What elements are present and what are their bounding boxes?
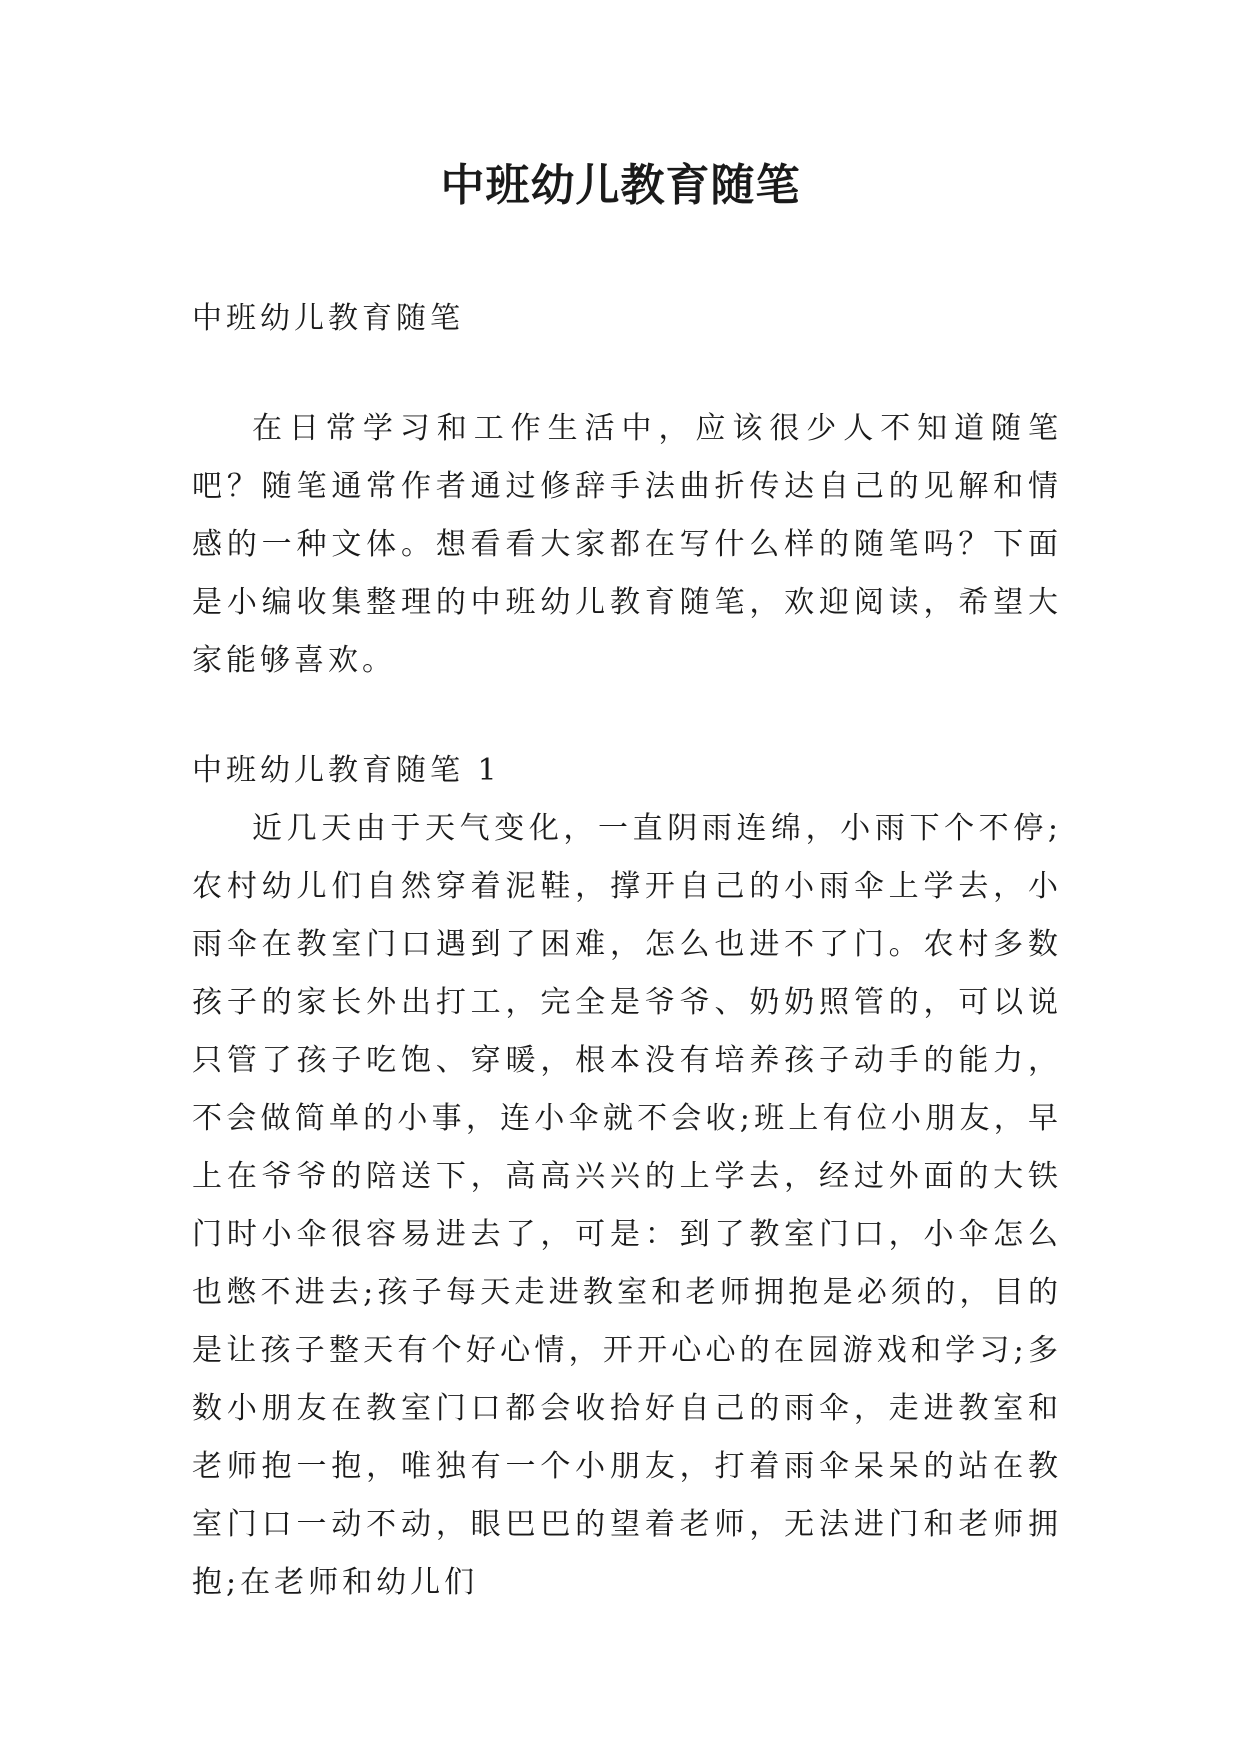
document-title: 中班幼儿教育随笔 [440,160,801,211]
document-body [192,290,1062,1612]
section-heading: 中班幼儿教育随笔 1 [192,753,501,788]
intro-paragraph: 在日常学习和工作生活中，应该很少人不知道随笔吧？随笔通常作者通过修辞手法曲折传达自己的见解和情感的一种文体。想看看大家都在写什么样的随笔吗？下面是小编收集整理的中班幼儿教育随笔，欢迎阅读，希望大家能够喜欢。 [192,411,1062,678]
section-paragraph: 近几天由于天气变化，一直阴雨连绵，小雨下个不停;农村幼儿们自然穿着泥鞋，撑开自己的小雨伞上学去，小雨伞在教室门口遇到了困难，怎么也进不了门。农村多数孩子的家长外出打工，完全是爷爷、奶奶照管的，可以说只管了孩子吃饱、穿暖，根本没有培养孩子动手的能力，不会做简单的小事，连小伞就不会收;班上有位小朋友，早上在爷爷的陪送下，高高兴兴的上学去，经过外面的大铁门时小伞很容易进去了，可是：到了教室门口，小伞怎么也憋不进去;孩子每天走进教室和老师拥抱是必须的，目的是让孩子整天有个好心情，开开心心的在园游戏和学习;多数小朋友在教室门口都会收拾好自己的雨伞，走进教室和老师抱一抱，唯独有一个小朋友，打着雨伞呆呆的站在教室门口一动不动，眼巴巴的望着老师，无法进门和老师拥抱;在老师和幼儿们 [192,811,1062,1600]
document-subtitle: 中班幼儿教育随笔 [192,301,464,336]
